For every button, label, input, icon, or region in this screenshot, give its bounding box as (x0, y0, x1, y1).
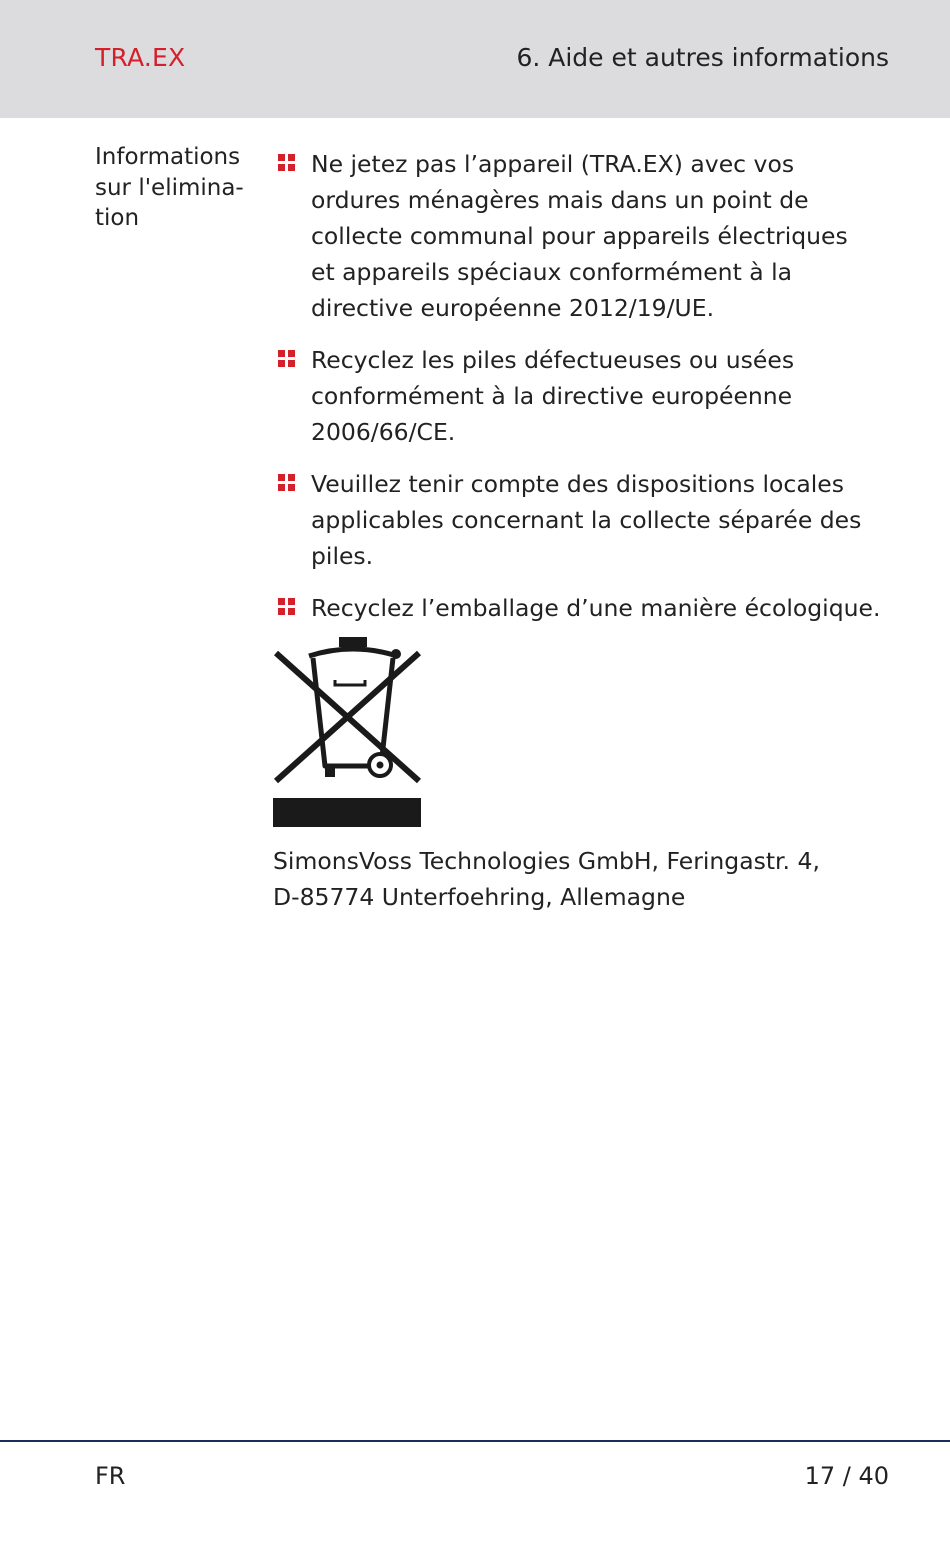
bullet-square-icon (278, 598, 296, 616)
section-label (95, 142, 260, 234)
disposal-bullet-list (278, 146, 898, 642)
bullet-line: ordures ménagères mais dans un point de (311, 186, 809, 214)
bullet-text (311, 590, 898, 626)
section-label-line: Informations (95, 144, 241, 170)
page-number: 17 / 40 (804, 1462, 889, 1490)
bullet-line: directive européenne 2012/19/UE. (311, 294, 715, 322)
section-label-line: tion (95, 205, 140, 231)
bullet-square-icon (278, 350, 296, 368)
address-line: D-85774 Unterfoehring, Allemagne (273, 883, 686, 911)
bullet-line: Ne jetez pas l’appareil (TRA.EX) avec vos (311, 150, 795, 178)
list-item (278, 146, 898, 326)
bullet-text (311, 146, 898, 326)
bullet-line: applicables concernant la collecte séparée des (311, 506, 862, 534)
crossed-out-wheeled-bin-icon (273, 636, 423, 828)
list-item (278, 590, 898, 626)
bullet-text (311, 342, 898, 450)
chapter-title: 6. Aide et autres informations (516, 43, 889, 72)
bullet-line: et appareils spéciaux conformément à la (311, 258, 793, 286)
bullet-line: collecte communal pour appareils électriques (311, 222, 848, 250)
bullet-square-icon (278, 474, 296, 492)
bullet-square-icon (278, 154, 296, 172)
bullet-line: conformément à la directive européenne (311, 382, 793, 410)
bullet-line: Recyclez l’emballage d’une manière écologique. (311, 594, 881, 622)
address-line: SimonsVoss Technologies GmbH, Feringastr. 4, (273, 847, 820, 875)
footer-divider (0, 1440, 950, 1442)
bullet-text (311, 466, 898, 574)
brand-title: TRA.EX (95, 43, 186, 72)
list-item (278, 466, 898, 574)
manufacturer-address (273, 843, 820, 915)
bullet-line: 2006/66/CE. (311, 418, 456, 446)
bullet-line: Recyclez les piles défectueuses ou usées (311, 346, 795, 374)
list-item (278, 342, 898, 450)
bullet-line: Veuillez tenir compte des dispositions locales (311, 470, 844, 498)
footer-language: FR (95, 1462, 126, 1490)
bullet-line: piles. (311, 542, 374, 570)
section-label-line: sur l'elimina- (95, 174, 244, 201)
page-header (0, 0, 950, 118)
